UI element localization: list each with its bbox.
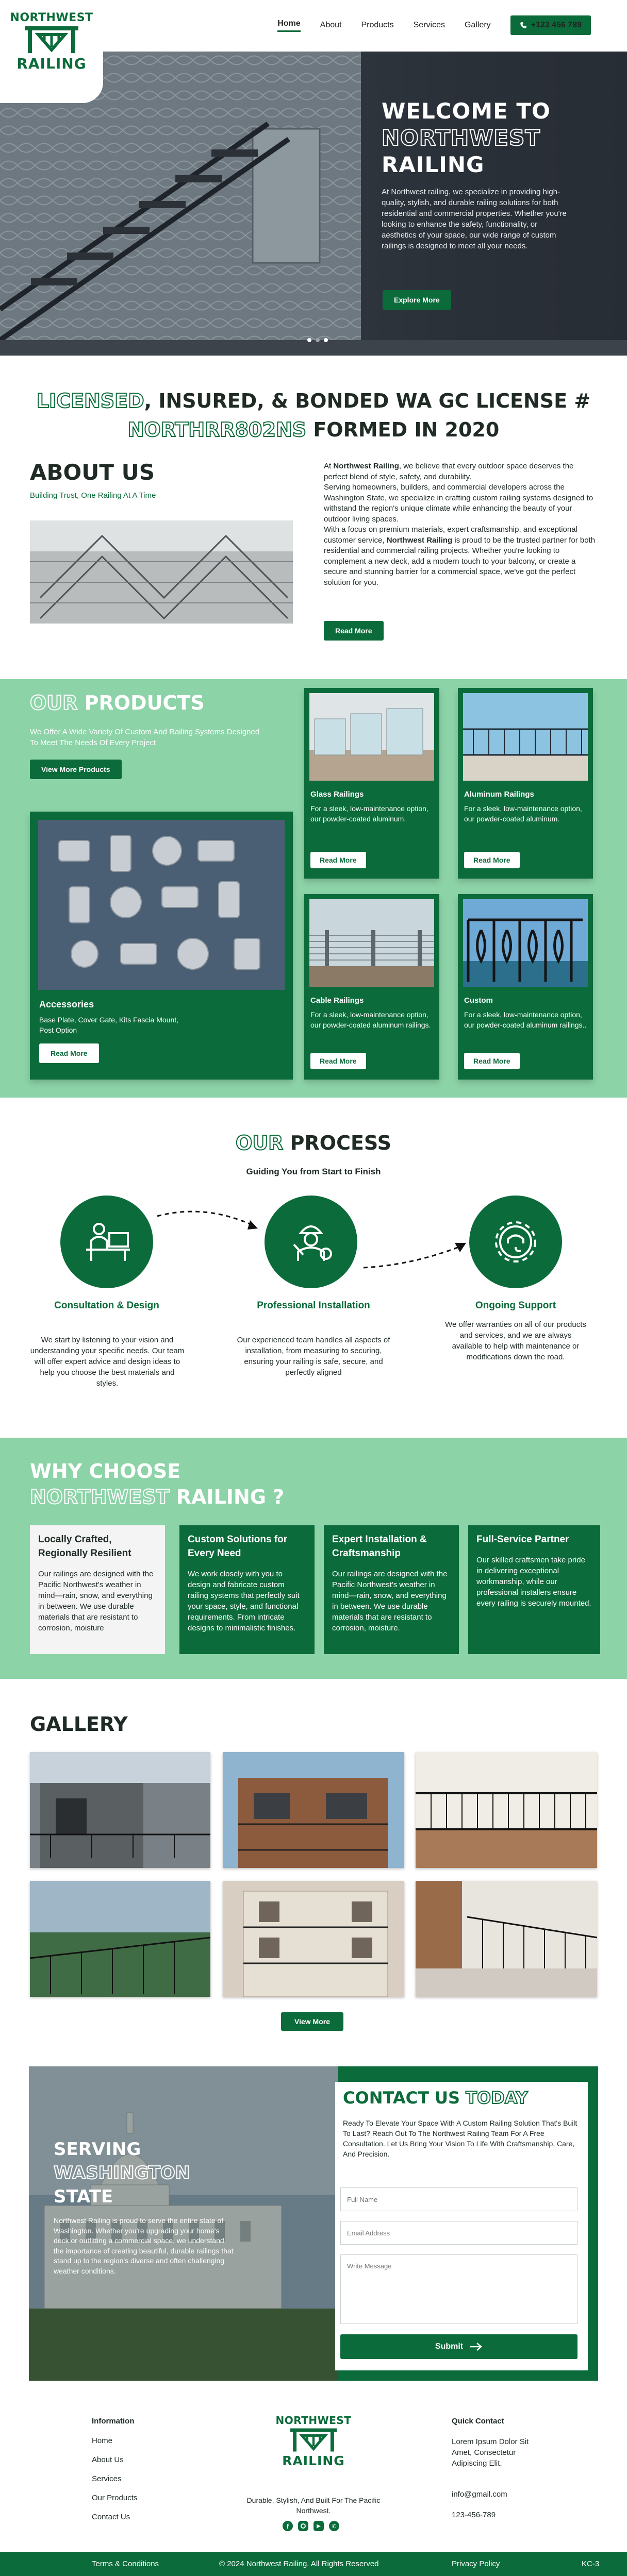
nav-about[interactable]: About [320,21,342,29]
footer-link-about[interactable]: About Us [92,2455,124,2464]
full-name-input[interactable] [340,2187,578,2211]
support-icon [487,1214,544,1270]
about-image [30,520,293,624]
contact-intro: Ready To Elevate Your Space With A Custom Railing Solution That's Built To Last? Reach Out To The Northwest Railing Team For A Free Consultation. Let Us Bring Your Vision To Life With Craftsmanship, Care, And Precision. [343,2119,578,2158]
license-number: NORTHRR802NS [127,418,307,441]
about-body: At Northwest Railing, we believe that every outdoor space deserves the perfect blend of style, safety, and durability. Serving homeowners, builders, and commercial developers across the Washington State, we specialize in crafting custom railing systems designed to withstand the region's unique climate while enhancing the beauty of your outdoor living spaces. With a focus on premium materials, expert craftsmanship, and exceptional customer service, Northwest Railing is proud to be the trusted partner for both residential and commercial railing projects. Whether you're looking to complement a new deck, add a modern touch to your balcony, or create a secure and stunning barrier for a commercial space, we've got the perfect solution for you. [324,461,597,588]
process-step-title: Professional Installation [257,1300,370,1311]
instagram-icon[interactable] [298,2521,308,2531]
license-heading [0,386,627,444]
product-read-more-button[interactable]: Read More [464,1053,520,1069]
footer-address: Lorem Ipsum Dolor Sit Amet, Consectetur Adipiscing Elit. [452,2437,529,2468]
hero-title-line2: NORTHWEST [382,125,541,150]
why-card: Locally Crafted, Regionally Resilient Our railings are designed with the Pacific Northwest's weather in mind—rain, snow, and everything in between. We use durable materials that are resistant to corrosion, moisture [30,1525,165,1654]
hero-description: At Northwest railing, we specialize in providing high-quality, stylish, and durable railing solutions for both residential and commercial properties. Whether you're looking to enhance the safety, functionality, or aesthetics of your space, our wide range of custom railings is designed to meet all your needs. [382,188,567,250]
hero-title-line3: RAILING [382,152,485,177]
support-icon-circle [469,1196,562,1288]
hero-title-line1: WELCOME TO [382,98,551,124]
phone-number: +123 456 789 [531,21,582,29]
about-paragraph-2: Serving homeowners, builders, and commercial developers across the Washington State, we specialize in crafting custom railing systems designed to withstand the region's unique climate while enhancing the beauty of your outdoor living spaces. [324,483,593,524]
product-card-accessories[interactable] [30,812,293,1080]
aluminum-railing-image [463,693,588,781]
products-intro: We Offer A Wide Variety Of Custom And Railing Systems Designed To Meet The Needs Of Every Project [30,728,260,747]
about-title: ABOUT US [30,460,155,485]
footer-link-products[interactable]: Our Products [92,2494,138,2502]
footer-links [92,2436,137,2521]
process-subtitle: Guiding You from Start to Finish [246,1167,381,1176]
logo-text-bottom: RAILING [16,55,87,72]
message-textarea[interactable] [340,2254,578,2324]
phone-button[interactable] [510,15,591,35]
installation-icon-circle [265,1196,357,1288]
cable-railing-image [309,899,434,987]
footer-info-title: Information [92,2417,135,2426]
phone-icon [520,22,527,29]
gallery-image[interactable] [416,1752,597,1868]
why-card: Custom Solutions for Every Need We work closely with you to design and fabricate custom railing systems that perfectly suit your space, style, and functional requirements. From intricate designs to minimalistic finishes. [179,1525,315,1654]
process-step-desc: Our experienced team handles all aspects of installation, from measuring to securing, ensuring your railing is safe, secure, and perfectly aligned [237,1336,390,1377]
installation-icon [283,1214,339,1270]
serving-title: SERVING WASHINGTON STATE [54,2139,190,2207]
privacy-link[interactable]: Privacy Policy [452,2560,500,2568]
slider-dot[interactable] [324,338,328,342]
nav-products[interactable]: Products [361,21,394,29]
gallery-image[interactable] [30,1881,210,1997]
email-input[interactable] [340,2221,578,2245]
gallery-title: GALLERY [30,1713,128,1736]
logo[interactable] [0,0,103,103]
gallery-image[interactable] [416,1881,597,1997]
license-text: , INSURED, & BONDED WA GC LICENSE # [144,390,591,412]
facebook-icon[interactable]: f [283,2521,293,2531]
copyright: © 2024 Northwest Railing. All Rights Reserved [219,2560,379,2568]
custom-railing-image [463,899,588,987]
footer-link-contact[interactable]: Contact Us [92,2513,130,2521]
nav-services[interactable]: Services [413,21,445,29]
product-read-more-button[interactable]: Read More [464,852,520,868]
bottom-bar [0,2552,627,2576]
footer-link-home[interactable]: Home [92,2436,113,2445]
consultation-icon-circle [60,1196,153,1288]
product-read-more-button[interactable]: Read More [310,1053,366,1069]
contact-title: CONTACT US TODAY [343,2088,528,2108]
products-title: OUR PRODUCTS [30,692,205,714]
main-nav [277,15,591,35]
product-card-aluminum[interactable]: Aluminum Railings For a sleek, low-maintenance option, our powder-coated aluminum. Read More [458,688,593,879]
hero-title [382,98,578,178]
whatsapp-icon[interactable]: ✆ [329,2521,339,2531]
gallery-view-more-button[interactable]: View More [281,2012,343,2031]
product-card-custom[interactable]: Custom For a sleek, low-maintenance option, our powder-coated aluminum railings.. Read More [458,894,593,1080]
hero-slider-dots [307,338,328,342]
process-step-desc: We start by listening to your vision and understanding your specific needs. Our team will offer expert advice and design ideas to help you choose the best materials and styles. [30,1336,185,1388]
why-card: Expert Installation & Craftsmanship Our railings are designed with the Pacific Northwest's weather in mind—rain, snow, and everything in between. We use durable materials that are resistant to corrosion, moisture. [324,1525,459,1654]
license-word-licensed: LICENSED [36,390,144,412]
footer-email[interactable]: info@gmail.com [452,2490,507,2499]
license-formed: FORMED IN 2020 [313,418,500,441]
footer-quick-title: Quick Contact [452,2417,504,2426]
youtube-icon[interactable]: ▶ [314,2521,324,2531]
product-title: Accessories [39,999,94,1009]
slider-dot[interactable] [316,338,320,342]
process-title: OUR PROCESS [236,1132,391,1154]
submit-label: Submit [435,2342,464,2351]
explore-more-button[interactable]: Explore More [383,290,451,310]
logo-mark-icon [21,24,82,55]
version-badge: KC-3 [582,2560,600,2568]
process-step-title: Consultation & Design [54,1300,159,1311]
accessories-image [38,820,285,990]
terms-link[interactable]: Terms & Conditions [92,2560,159,2568]
why-title: WHY CHOOSE NORTHWEST RAILING ? [30,1460,285,1508]
gallery-image[interactable] [30,1752,210,1868]
nav-home[interactable]: Home [277,19,300,32]
serving-description: Northwest Railing is proud to serve the entire state of Washington. Whether you're upgrading your home's deck or outfitting a commercial space, we understand the importance of creating beautiful, durable railings that stand up to the region's diverse and often challenging weather conditions. [54,2216,234,2275]
slider-dot[interactable] [307,338,311,342]
product-read-more-button[interactable]: Read More [39,1043,99,1063]
product-card-glass[interactable]: Glass Railings For a sleek, low-maintenance option, our powder-coated aluminum. Read More [304,688,439,879]
consultation-icon [78,1214,135,1270]
about-subtitle: Building Trust, One Railing At A Time [30,491,156,500]
nav-gallery[interactable]: Gallery [464,21,491,29]
arrow-right-icon [469,2343,483,2351]
process-step-desc: We offer warranties on all of our products and services, and we are always available to help with maintenance or modifications down the road. [445,1320,586,1361]
social-icons [283,2521,339,2531]
process-step-title: Ongoing Support [475,1300,556,1311]
submit-button[interactable] [340,2334,578,2359]
glass-railing-image [309,693,434,781]
footer-link-services[interactable]: Services [92,2474,122,2483]
footer-phone[interactable]: 123-456-789 [452,2511,496,2519]
why-card: Full-Service Partner Our skilled craftsmen take pride in delivering exceptional workmanship, while our professional installers ensure every railing is securely mounted. [468,1525,600,1654]
process-arrow-1 [155,1206,263,1242]
footer-logo[interactable]: NORTHWEST RAILING [275,2414,352,2468]
product-read-more-button[interactable]: Read More [310,852,366,868]
gallery-image[interactable] [223,1752,404,1868]
footer-logo-mark-icon [285,2427,342,2453]
gallery-image[interactable] [223,1881,404,1997]
about-read-more-button[interactable]: Read More [324,621,384,641]
logo-text-top: NORTHWEST [10,11,93,24]
footer-tagline: Durable, Stylish, And Built For The Pacific Northwest. [246,2496,381,2515]
process-arrow-2 [361,1237,469,1273]
view-more-products-button[interactable]: View More Products [30,760,122,779]
product-card-cable[interactable]: Cable Railings For a sleek, low-maintenance option, our powder-coated aluminum railings. Read More [304,894,439,1080]
product-desc: Base Plate, Cover Gate, Kits Fascia Mount, Post Option [39,1016,179,1034]
